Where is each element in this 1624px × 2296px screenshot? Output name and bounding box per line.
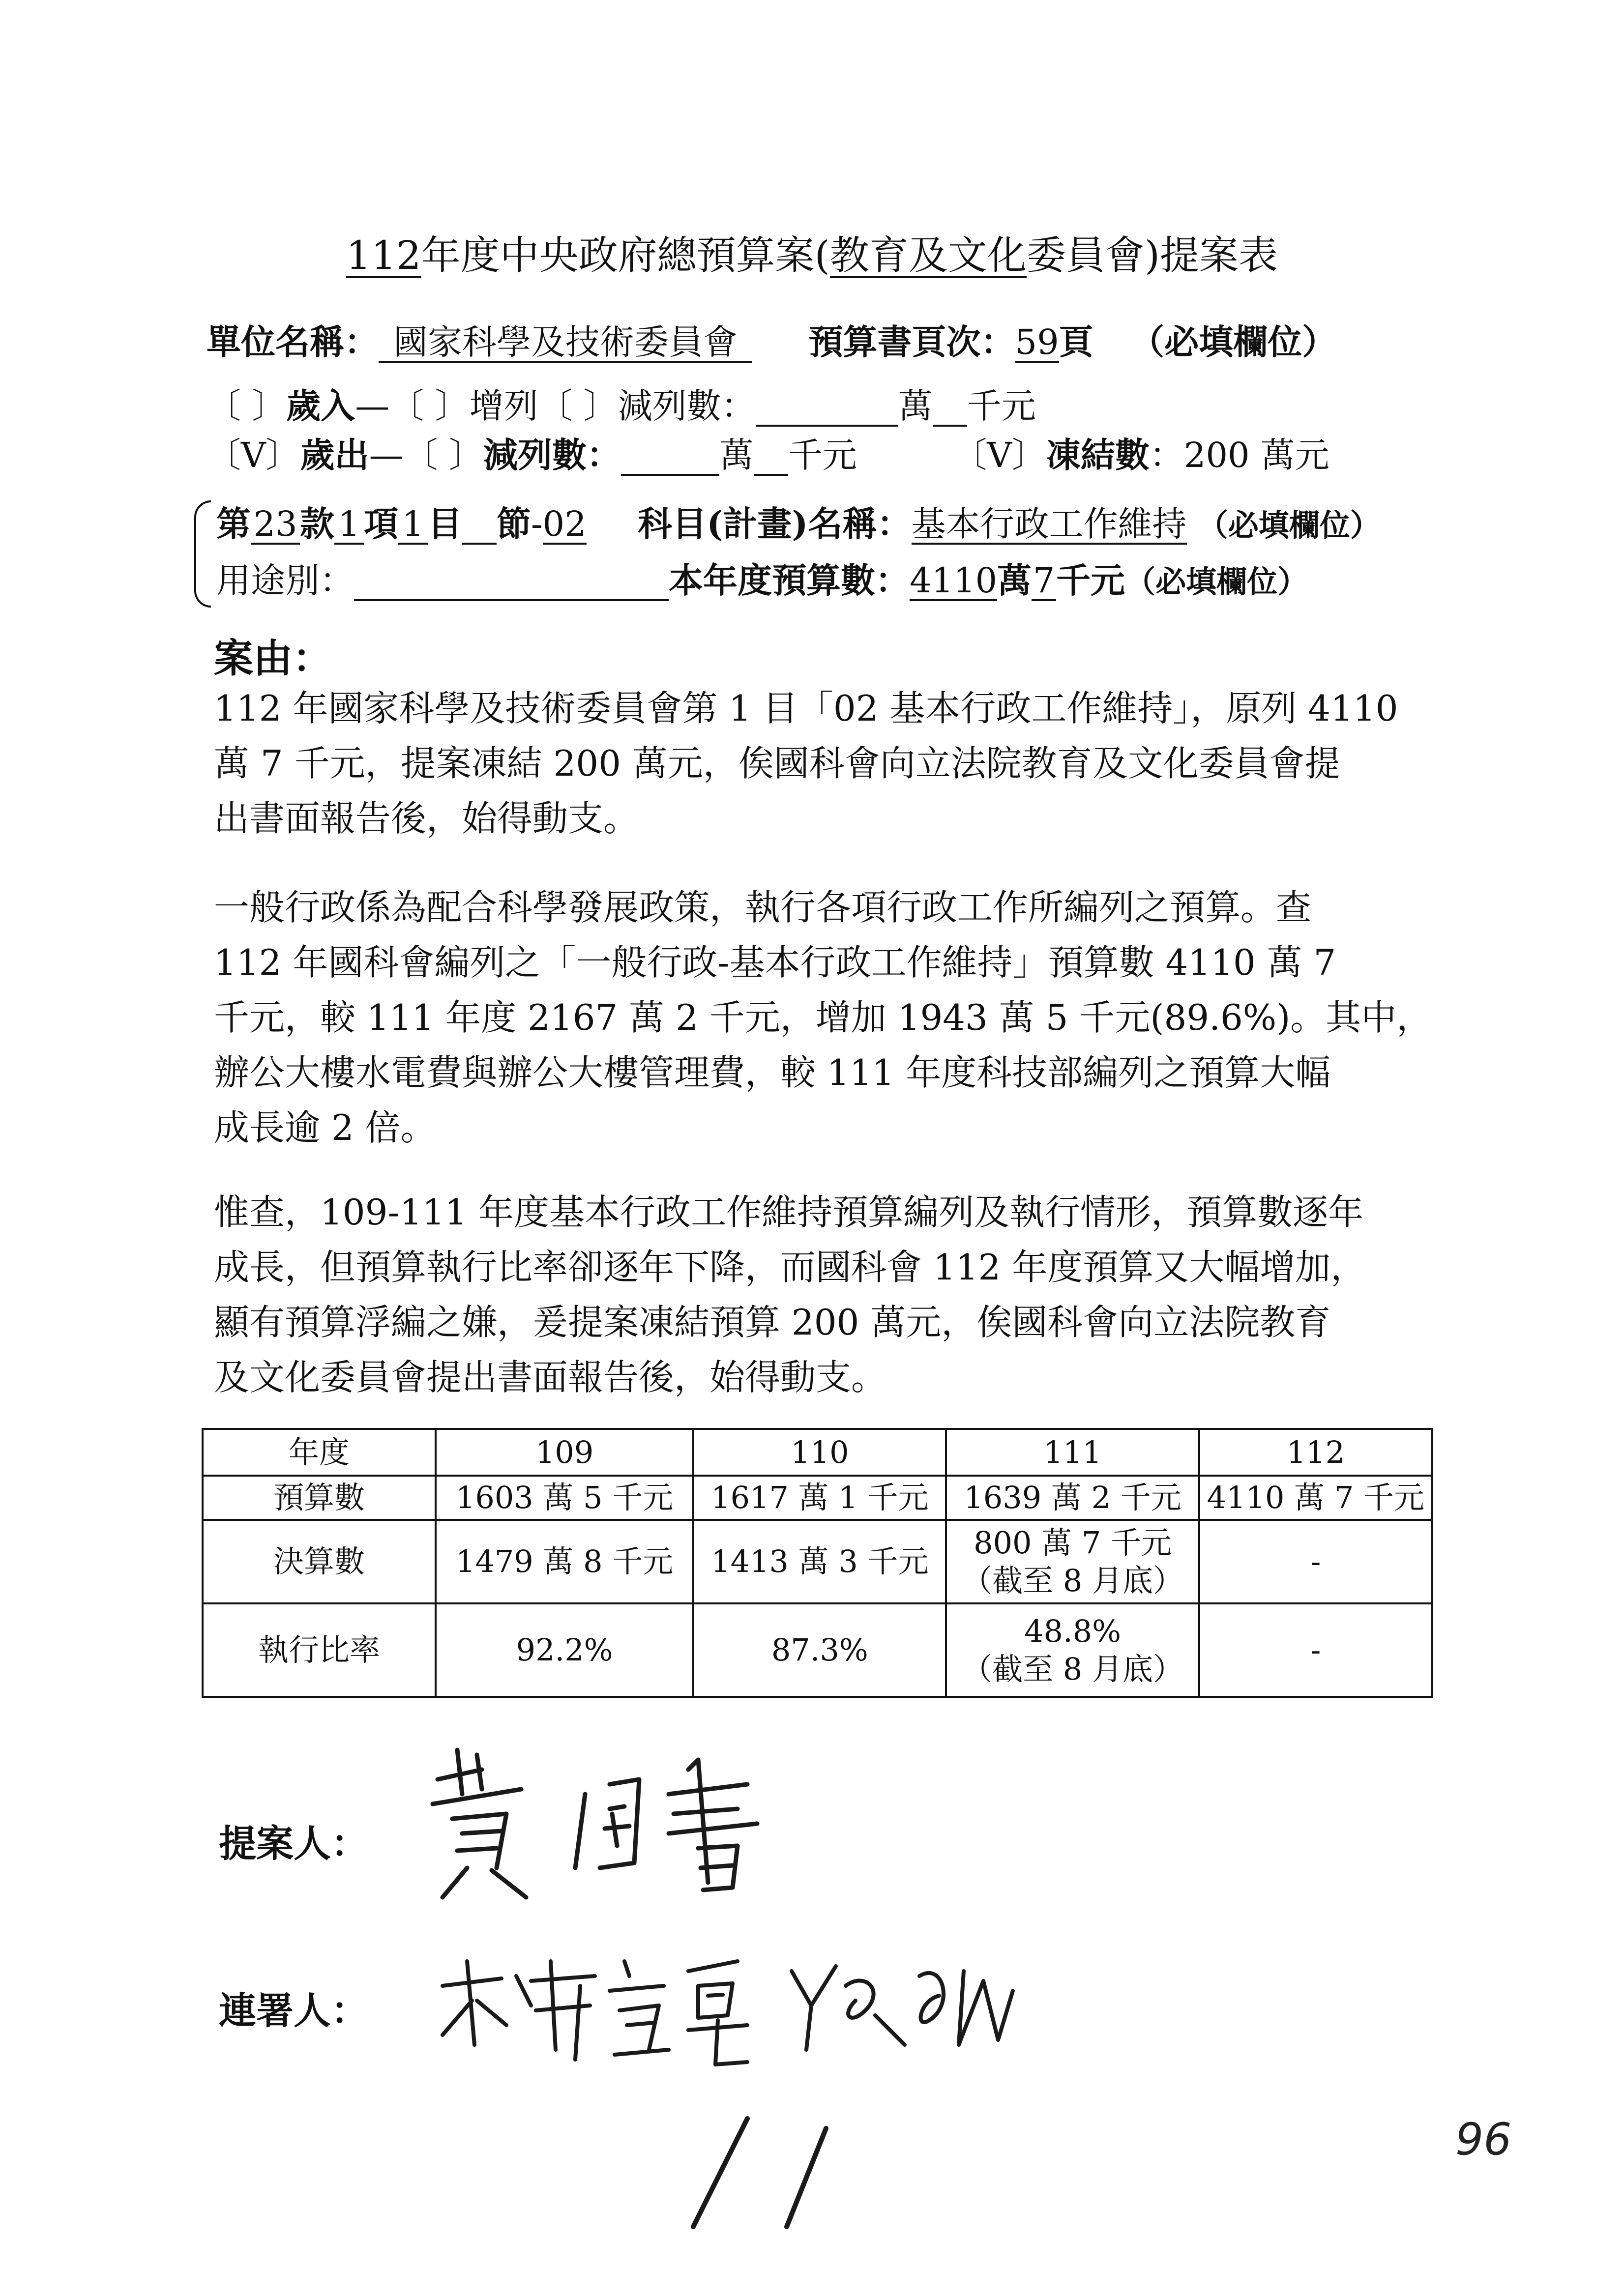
freeze-value: ：200 萬元 <box>1149 435 1329 475</box>
table-header-cell: 111 <box>946 1429 1199 1476</box>
budget-table <box>202 1428 1433 1698</box>
table-cell: - <box>1199 1603 1432 1697</box>
table-header-cell: 109 <box>436 1429 693 1476</box>
table-cell: 800 萬 7 千元 （截至 8 月底） <box>946 1520 1199 1603</box>
paragraph-2 <box>214 880 1432 1155</box>
reason-label: 案由： <box>214 635 332 681</box>
revenue-qian-blank <box>933 388 967 427</box>
title-text-before: 年度中央政府總預算案( <box>421 233 830 278</box>
account-mu-value: 1 <box>398 506 428 545</box>
paragraph-3-line-1: 惟查，109-111 年度基本行政工作維持預算編列及執行情形，預算數逐年 <box>214 1192 1364 1233</box>
revenue-qian-unit: 千元 <box>967 386 1036 426</box>
paragraph-1-line-3: 出書面報告後，始得動支。 <box>214 798 639 839</box>
expense-decrease-label: 減列數： <box>483 435 621 475</box>
subject-label: 科目(計畫)名稱： <box>638 503 912 544</box>
table-row <box>203 1603 1432 1697</box>
revenue-wan-blank <box>756 388 898 427</box>
table-header-cell: 110 <box>693 1429 946 1476</box>
budget-wan-label: 萬 <box>997 560 1032 601</box>
table-cell: 48.8% （截至 8 月底） <box>946 1603 1199 1697</box>
proposer-label: 提案人： <box>219 1822 368 1865</box>
account-line <box>216 496 1381 546</box>
account-di: 第 <box>216 503 251 544</box>
double-slash-mark <box>679 2109 865 2237</box>
proposer-signature <box>423 1740 846 1907</box>
account-kuan-value: 23 <box>251 506 300 545</box>
revenue-increase-checkbox: 〔 〕 <box>389 386 470 426</box>
budget-label: 本年度預算數： <box>669 560 910 601</box>
account-xiang-label: 項 <box>364 503 398 544</box>
account-mu-label: 目 <box>428 503 462 544</box>
use-line <box>216 553 1308 603</box>
account-kuan-label: 款 <box>300 503 334 544</box>
paragraph-2-line-1: 一般行政係為配合科學發展政策，執行各項行政工作所編列之預算。查 <box>214 887 1312 928</box>
paragraph-2-line-4: 辦公大樓水電費與辦公大樓管理費，較 111 年度科技部編列之預算大幅 <box>214 1052 1331 1093</box>
expense-qian-unit: 千元 <box>788 435 857 475</box>
table-cell: 1479 萬 8 千元 <box>436 1520 693 1603</box>
account-xiang-value: 1 <box>334 506 364 545</box>
subject-name: 基本行政工作維持 <box>911 504 1187 544</box>
table-row <box>203 1520 1432 1603</box>
revenue-dash: — <box>355 386 390 426</box>
account-jie-blank <box>462 506 497 545</box>
budget-wan-value: 4110 <box>910 560 998 601</box>
expense-label: 歲出 <box>300 435 369 475</box>
table-header-cell: 112 <box>1199 1429 1432 1476</box>
table-row-label: 執行比率 <box>203 1603 436 1697</box>
page-ref-label: 預算書頁次： <box>808 321 1015 362</box>
use-label: 用途別： <box>216 560 354 601</box>
expense-qian-blank <box>754 437 788 476</box>
revenue-increase-label: 增列 <box>469 386 538 426</box>
expense-checkbox: 〔V〕 <box>207 435 300 475</box>
table-cell: - <box>1199 1520 1432 1603</box>
table-row <box>203 1476 1432 1520</box>
account-dash: - <box>531 504 543 544</box>
budget-qian-value: 7 <box>1032 563 1056 601</box>
revenue-wan-unit: 萬 <box>898 386 933 426</box>
expense-wan-unit: 萬 <box>719 435 754 475</box>
expense-wan-blank <box>621 437 719 476</box>
revenue-label: 歲入 <box>286 385 355 426</box>
paragraph-3-line-3: 顯有預算浮編之嫌，爰提案凍結預算 200 萬元，俟國科會向立法院教育 <box>214 1302 1331 1343</box>
table-cell: 1603 萬 5 千元 <box>436 1476 693 1520</box>
account-code: 02 <box>542 504 587 544</box>
budget-required-note: （必填欄位） <box>1125 564 1308 600</box>
unit-line <box>207 315 1336 364</box>
paragraph-2-line-3: 千元，較 111 年度 2167 萬 2 千元，增加 1943 萬 5 千元(89.6%)。其中， <box>214 997 1432 1038</box>
page-ref-value: 59 <box>1015 322 1059 362</box>
expense-decrease-checkbox: 〔 〕 <box>403 435 483 475</box>
paragraph-3-line-2: 成長，但預算執行比率卻逐年下降，而國科會 112 年度預算又大幅增加， <box>214 1247 1366 1288</box>
page-number: 96 <box>1455 2114 1512 2165</box>
cosigner-label: 連署人： <box>219 1989 368 2033</box>
paragraph-2-line-5: 成長逾 2 倍。 <box>214 1107 436 1148</box>
table-row-label: 決算數 <box>203 1520 436 1603</box>
account-jie-label: 節 <box>497 503 531 544</box>
table-cell: 1639 萬 2 千元 <box>946 1476 1199 1520</box>
paragraph-1-line-2: 萬 7 千元，提案凍結 200 萬元，俟國科會向立法院教育及文化委員會提 <box>214 743 1340 784</box>
title-text-after: 委員會)提案表 <box>1026 233 1278 278</box>
expense-line <box>207 428 1329 477</box>
table-cell: 1617 萬 1 千元 <box>693 1476 946 1520</box>
revenue-decrease-label: 減列數： <box>618 386 756 426</box>
document-title <box>0 224 1624 280</box>
subject-required-note: （必填欄位） <box>1197 507 1381 543</box>
paragraph-2-line-2: 112 年國科會編列之「一般行政-基本行政工作維持」預算數 4110 萬 7 <box>214 942 1336 983</box>
table-row-label: 預算數 <box>203 1476 436 1520</box>
table-cell: 1413 萬 3 千元 <box>693 1520 946 1603</box>
paragraph-1-line-1: 112 年國家科學及技術委員會第 1 目「02 基本行政工作維持」，原列 4110 <box>214 688 1398 729</box>
cosigner-signature <box>433 1932 1160 2079</box>
unit-name: 國家科學及技術委員會 <box>379 324 752 363</box>
paragraph-3 <box>214 1185 1366 1405</box>
table-header-cell: 年度 <box>203 1429 436 1476</box>
title-committee: 教育及文化 <box>829 233 1027 278</box>
revenue-decrease-checkbox: 〔 〕 <box>538 386 618 426</box>
table-cell: 4110 萬 7 千元 <box>1199 1476 1432 1520</box>
page-ref-unit: 頁 <box>1059 321 1093 362</box>
freeze-checkbox: 〔V〕 <box>952 435 1046 475</box>
table-header-row <box>203 1429 1432 1476</box>
required-note: （必填欄位） <box>1130 321 1337 362</box>
paragraph-3-line-4: 及文化委員會提出書面報告後，始得動支。 <box>214 1357 887 1398</box>
unit-label: 單位名稱： <box>207 321 379 362</box>
revenue-checkbox: 〔 〕 <box>207 386 287 426</box>
budget-qian-label: 千元 <box>1056 560 1125 601</box>
expense-dash: — <box>369 435 404 475</box>
title-year: 112 <box>346 233 421 278</box>
freeze-label: 凍結數 <box>1046 435 1150 475</box>
revenue-line <box>207 378 1036 428</box>
account-bracket <box>194 500 211 608</box>
table-cell: 87.3% <box>693 1603 946 1697</box>
table-cell: 92.2% <box>436 1603 693 1697</box>
use-blank <box>354 563 669 601</box>
paragraph-1 <box>214 681 1398 846</box>
